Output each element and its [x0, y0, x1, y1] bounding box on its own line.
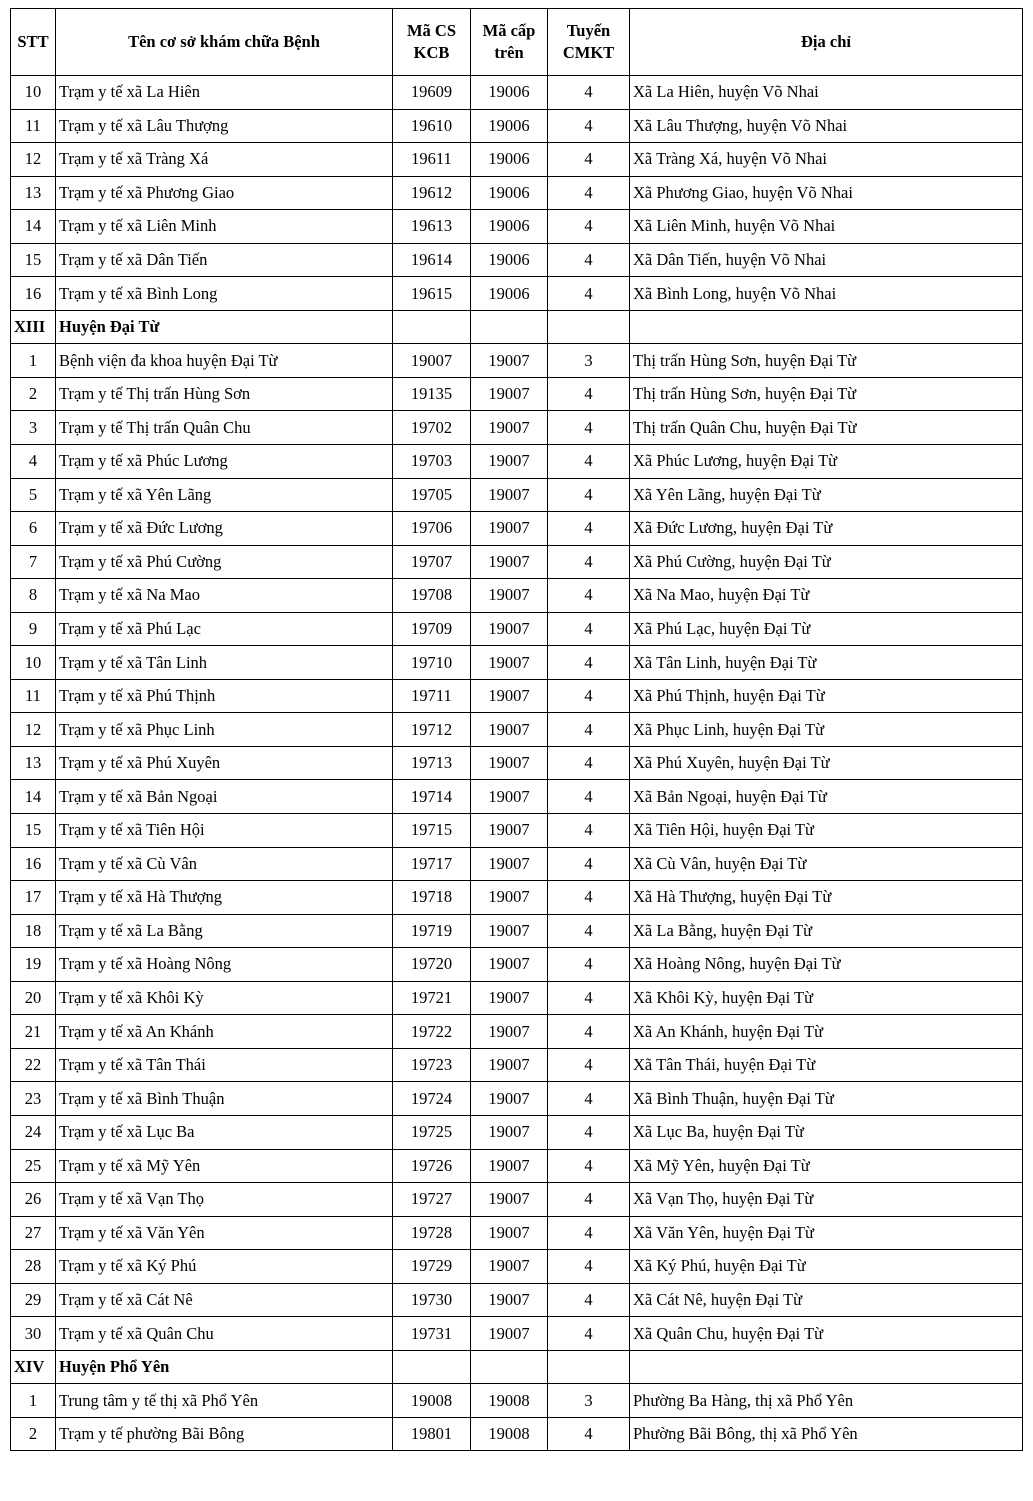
- cell-stt: 1: [11, 1384, 56, 1418]
- cell-facility-name: Trạm y tế xã Phúc Lương: [56, 445, 393, 479]
- cell-facility-code: 19705: [393, 478, 471, 512]
- cell-facility-code: 19007: [393, 344, 471, 378]
- cell-parent-code: 19007: [471, 1149, 548, 1183]
- cell-parent-code: 19007: [471, 1283, 548, 1317]
- cell-address: Xã Lục Ba, huyện Đại Từ: [630, 1115, 1023, 1149]
- table-row: [11, 881, 1023, 915]
- cell-stt: 7: [11, 545, 56, 579]
- cell-parent-code: 19007: [471, 1048, 548, 1082]
- table-row: [11, 1149, 1023, 1183]
- cell-address: Xã Na Mao, huyện Đại Từ: [630, 579, 1023, 613]
- cell-facility-code: 19715: [393, 814, 471, 848]
- cell-parent-code: 19007: [471, 713, 548, 747]
- cell-stt: 23: [11, 1082, 56, 1116]
- cell-parent-code: 19007: [471, 746, 548, 780]
- table-row: [11, 679, 1023, 713]
- cell-parent-code: 19007: [471, 780, 548, 814]
- cell-address: Xã Ký Phú, huyện Đại Từ: [630, 1250, 1023, 1284]
- cell-parent-code: 19007: [471, 545, 548, 579]
- cell-facility-name: Trạm y tế xã Vạn Thọ: [56, 1183, 393, 1217]
- cell-stt: 2: [11, 1417, 56, 1451]
- cell-address: Xã Phú Xuyên, huyện Đại Từ: [630, 746, 1023, 780]
- cell-facility-code: 19609: [393, 76, 471, 110]
- cell-facility-code: 19709: [393, 612, 471, 646]
- cell-address: Thị trấn Quân Chu, huyện Đại Từ: [630, 411, 1023, 445]
- cell-stt: 29: [11, 1283, 56, 1317]
- cell-address: Xã Đức Lương, huyện Đại Từ: [630, 512, 1023, 546]
- cell-stt: XIV: [11, 1350, 56, 1384]
- cell-stt: 28: [11, 1250, 56, 1284]
- cell-facility-code: 19714: [393, 780, 471, 814]
- cell-technical-level: 4: [548, 914, 630, 948]
- cell-parent-code: 19007: [471, 1115, 548, 1149]
- cell-facility-code: [393, 310, 471, 344]
- cell-address: Xã Văn Yên, huyện Đại Từ: [630, 1216, 1023, 1250]
- cell-address: Xã Tràng Xá, huyện Võ Nhai: [630, 143, 1023, 177]
- cell-technical-level: 4: [548, 1250, 630, 1284]
- cell-parent-code: 19007: [471, 377, 548, 411]
- cell-stt: XIII: [11, 310, 56, 344]
- cell-stt: 19: [11, 948, 56, 982]
- cell-technical-level: 4: [548, 1216, 630, 1250]
- header-facility-name: Tên cơ sở khám chữa Bệnh: [56, 9, 393, 76]
- cell-facility-code: 19611: [393, 143, 471, 177]
- cell-stt: 13: [11, 746, 56, 780]
- cell-parent-code: [471, 1350, 548, 1384]
- cell-facility-code: 19703: [393, 445, 471, 479]
- table-row: [11, 1015, 1023, 1049]
- cell-facility-code: 19723: [393, 1048, 471, 1082]
- cell-parent-code: 19007: [471, 1082, 548, 1116]
- cell-facility-name: Huyện Phổ Yên: [56, 1350, 393, 1384]
- cell-address: Xã La Bằng, huyện Đại Từ: [630, 914, 1023, 948]
- cell-facility-name: Trạm y tế xã Tân Thái: [56, 1048, 393, 1082]
- cell-address: Xã Yên Lãng, huyện Đại Từ: [630, 478, 1023, 512]
- cell-stt: 25: [11, 1149, 56, 1183]
- table-row: [11, 1216, 1023, 1250]
- cell-technical-level: 4: [548, 814, 630, 848]
- cell-stt: 16: [11, 277, 56, 311]
- cell-facility-code: 19729: [393, 1250, 471, 1284]
- cell-facility-name: Trạm y tế xã Na Mao: [56, 579, 393, 613]
- table-header: [11, 9, 1023, 76]
- cell-stt: 20: [11, 981, 56, 1015]
- cell-parent-code: 19007: [471, 1250, 548, 1284]
- cell-stt: 15: [11, 814, 56, 848]
- cell-stt: 26: [11, 1183, 56, 1217]
- cell-address: Xã Phú Cường, huyện Đại Từ: [630, 545, 1023, 579]
- header-address: Địa chỉ: [630, 9, 1023, 76]
- cell-facility-name: Trạm y tế xã Phú Lạc: [56, 612, 393, 646]
- cell-stt: 17: [11, 881, 56, 915]
- cell-technical-level: 3: [548, 1384, 630, 1418]
- cell-technical-level: 4: [548, 746, 630, 780]
- table-row: [11, 1283, 1023, 1317]
- table-row: [11, 377, 1023, 411]
- cell-facility-code: 19612: [393, 176, 471, 210]
- cell-facility-code: 19135: [393, 377, 471, 411]
- cell-technical-level: 4: [548, 277, 630, 311]
- cell-facility-code: 19713: [393, 746, 471, 780]
- facility-table: [10, 8, 1023, 1451]
- cell-facility-name: Trạm y tế xã Bình Long: [56, 277, 393, 311]
- header-technical-level: Tuyến CMKT: [548, 9, 630, 76]
- cell-facility-name: Trạm y tế xã La Hiên: [56, 76, 393, 110]
- cell-parent-code: 19007: [471, 847, 548, 881]
- table-row: [11, 478, 1023, 512]
- table-row: [11, 512, 1023, 546]
- cell-address: Xã Vạn Thọ, huyện Đại Từ: [630, 1183, 1023, 1217]
- cell-technical-level: 4: [548, 1048, 630, 1082]
- cell-stt: 3: [11, 411, 56, 445]
- table-row: [11, 646, 1023, 680]
- cell-address: Xã Quân Chu, huyện Đại Từ: [630, 1317, 1023, 1351]
- cell-facility-code: 19721: [393, 981, 471, 1015]
- cell-facility-code: 19801: [393, 1417, 471, 1451]
- cell-address: Xã Hà Thượng, huyện Đại Từ: [630, 881, 1023, 915]
- cell-facility-name: Trạm y tế phường Bãi Bông: [56, 1417, 393, 1451]
- cell-stt: 5: [11, 478, 56, 512]
- cell-stt: 24: [11, 1115, 56, 1149]
- cell-stt: 12: [11, 713, 56, 747]
- table-row: [11, 143, 1023, 177]
- cell-technical-level: 4: [548, 646, 630, 680]
- cell-facility-name: Trạm y tế xã Phú Xuyên: [56, 746, 393, 780]
- cell-parent-code: 19007: [471, 612, 548, 646]
- cell-facility-name: Trạm y tế xã Cát Nê: [56, 1283, 393, 1317]
- cell-facility-code: 19706: [393, 512, 471, 546]
- table-row: [11, 210, 1023, 244]
- cell-facility-code: 19712: [393, 713, 471, 747]
- cell-facility-name: Trạm y tế xã Phú Cường: [56, 545, 393, 579]
- cell-technical-level: 4: [548, 679, 630, 713]
- cell-address: Xã La Hiên, huyện Võ Nhai: [630, 76, 1023, 110]
- cell-parent-code: 19007: [471, 881, 548, 915]
- cell-parent-code: [471, 310, 548, 344]
- table-row: [11, 814, 1023, 848]
- cell-facility-name: Trạm y tế xã Liên Minh: [56, 210, 393, 244]
- cell-stt: 12: [11, 143, 56, 177]
- cell-facility-code: 19008: [393, 1384, 471, 1418]
- cell-parent-code: 19007: [471, 646, 548, 680]
- cell-technical-level: 4: [548, 1082, 630, 1116]
- cell-stt: 10: [11, 646, 56, 680]
- cell-parent-code: 19008: [471, 1417, 548, 1451]
- cell-address: Xã Phục Linh, huyện Đại Từ: [630, 713, 1023, 747]
- cell-technical-level: 4: [548, 143, 630, 177]
- cell-stt: 10: [11, 76, 56, 110]
- cell-facility-name: Trạm y tế xã Hoàng Nông: [56, 948, 393, 982]
- cell-stt: 1: [11, 344, 56, 378]
- table-body: [11, 76, 1023, 1451]
- cell-facility-name: Trạm y tế xã Tiên Hội: [56, 814, 393, 848]
- cell-parent-code: 19007: [471, 1015, 548, 1049]
- cell-facility-name: Trạm y tế xã La Bằng: [56, 914, 393, 948]
- header-facility-code: Mã CS KCB: [393, 9, 471, 76]
- cell-facility-name: Trạm y tế xã Phương Giao: [56, 176, 393, 210]
- cell-stt: 14: [11, 210, 56, 244]
- header-stt: STT: [11, 9, 56, 76]
- cell-address: Phường Ba Hàng, thị xã Phổ Yên: [630, 1384, 1023, 1418]
- cell-facility-code: 19724: [393, 1082, 471, 1116]
- table-row: [11, 1417, 1023, 1451]
- cell-address: Xã Tân Thái, huyện Đại Từ: [630, 1048, 1023, 1082]
- cell-facility-code: 19728: [393, 1216, 471, 1250]
- cell-facility-name: Trạm y tế xã Đức Lương: [56, 512, 393, 546]
- cell-stt: 9: [11, 612, 56, 646]
- cell-parent-code: 19007: [471, 579, 548, 613]
- cell-address: Xã Liên Minh, huyện Võ Nhai: [630, 210, 1023, 244]
- table-row: [11, 746, 1023, 780]
- cell-address: [630, 1350, 1023, 1384]
- cell-parent-code: 19006: [471, 277, 548, 311]
- cell-facility-name: Bệnh viện đa khoa huyện Đại Từ: [56, 344, 393, 378]
- cell-facility-code: 19730: [393, 1283, 471, 1317]
- cell-stt: 2: [11, 377, 56, 411]
- cell-stt: 21: [11, 1015, 56, 1049]
- table-row: [11, 277, 1023, 311]
- table-row: [11, 344, 1023, 378]
- cell-technical-level: 4: [548, 243, 630, 277]
- cell-address: Xã Phúc Lương, huyện Đại Từ: [630, 445, 1023, 479]
- cell-address: Xã Bình Thuận, huyện Đại Từ: [630, 1082, 1023, 1116]
- cell-facility-name: Trạm y tế Thị trấn Hùng Sơn: [56, 377, 393, 411]
- cell-facility-code: 19613: [393, 210, 471, 244]
- table-row: [11, 411, 1023, 445]
- cell-stt: 8: [11, 579, 56, 613]
- cell-address: Thị trấn Hùng Sơn, huyện Đại Từ: [630, 377, 1023, 411]
- cell-technical-level: 4: [548, 545, 630, 579]
- table-row: [11, 847, 1023, 881]
- cell-technical-level: 4: [548, 1283, 630, 1317]
- cell-technical-level: 4: [548, 1149, 630, 1183]
- cell-stt: 13: [11, 176, 56, 210]
- cell-stt: 16: [11, 847, 56, 881]
- table-row: [11, 780, 1023, 814]
- cell-facility-name: Trạm y tế xã Lục Ba: [56, 1115, 393, 1149]
- cell-stt: 11: [11, 109, 56, 143]
- cell-stt: 6: [11, 512, 56, 546]
- cell-parent-code: 19008: [471, 1384, 548, 1418]
- cell-facility-code: 19707: [393, 545, 471, 579]
- cell-stt: 18: [11, 914, 56, 948]
- cell-parent-code: 19007: [471, 914, 548, 948]
- cell-facility-name: Trạm y tế xã Tân Linh: [56, 646, 393, 680]
- cell-technical-level: 4: [548, 1115, 630, 1149]
- cell-parent-code: 19007: [471, 411, 548, 445]
- table-row: [11, 914, 1023, 948]
- cell-stt: 14: [11, 780, 56, 814]
- cell-technical-level: 4: [548, 881, 630, 915]
- cell-facility-code: 19710: [393, 646, 471, 680]
- cell-technical-level: [548, 1350, 630, 1384]
- header-row: [11, 9, 1023, 76]
- cell-address: Xã Dân Tiến, huyện Võ Nhai: [630, 243, 1023, 277]
- cell-facility-code: 19731: [393, 1317, 471, 1351]
- cell-facility-code: 19722: [393, 1015, 471, 1049]
- cell-facility-name: Trạm y tế xã Dân Tiến: [56, 243, 393, 277]
- cell-address: Xã Hoàng Nông, huyện Đại Từ: [630, 948, 1023, 982]
- cell-facility-code: 19717: [393, 847, 471, 881]
- cell-technical-level: 4: [548, 445, 630, 479]
- cell-address: Xã Phương Giao, huyện Võ Nhai: [630, 176, 1023, 210]
- cell-facility-code: 19720: [393, 948, 471, 982]
- cell-address: Xã Phú Thịnh, huyện Đại Từ: [630, 679, 1023, 713]
- cell-technical-level: 4: [548, 1183, 630, 1217]
- cell-facility-name: Trạm y tế Thị trấn Quân Chu: [56, 411, 393, 445]
- cell-address: Thị trấn Hùng Sơn, huyện Đại Từ: [630, 344, 1023, 378]
- cell-stt: 27: [11, 1216, 56, 1250]
- cell-address: Xã Phú Lạc, huyện Đại Từ: [630, 612, 1023, 646]
- cell-facility-name: Trạm y tế xã Tràng Xá: [56, 143, 393, 177]
- cell-technical-level: 4: [548, 1015, 630, 1049]
- cell-address: Xã An Khánh, huyện Đại Từ: [630, 1015, 1023, 1049]
- cell-technical-level: [548, 310, 630, 344]
- cell-parent-code: 19006: [471, 143, 548, 177]
- cell-parent-code: 19006: [471, 76, 548, 110]
- table-row: [11, 948, 1023, 982]
- cell-technical-level: 4: [548, 612, 630, 646]
- cell-parent-code: 19006: [471, 109, 548, 143]
- cell-facility-name: Trung tâm y tế thị xã Phổ Yên: [56, 1384, 393, 1418]
- cell-technical-level: 4: [548, 713, 630, 747]
- cell-address: Xã Bản Ngoại, huyện Đại Từ: [630, 780, 1023, 814]
- cell-address: Xã Lâu Thượng, huyện Võ Nhai: [630, 109, 1023, 143]
- cell-technical-level: 4: [548, 1317, 630, 1351]
- cell-address: [630, 310, 1023, 344]
- header-parent-code: Mã cấp trên: [471, 9, 548, 76]
- table-row: [11, 1082, 1023, 1116]
- cell-parent-code: 19006: [471, 243, 548, 277]
- cell-technical-level: 4: [548, 948, 630, 982]
- cell-parent-code: 19006: [471, 176, 548, 210]
- cell-stt: 11: [11, 679, 56, 713]
- cell-technical-level: 4: [548, 579, 630, 613]
- cell-technical-level: 4: [548, 210, 630, 244]
- cell-facility-code: 19727: [393, 1183, 471, 1217]
- cell-address: Xã Tân Linh, huyện Đại Từ: [630, 646, 1023, 680]
- cell-address: Xã Khôi Kỳ, huyện Đại Từ: [630, 981, 1023, 1015]
- table-row: [11, 243, 1023, 277]
- cell-technical-level: 3: [548, 344, 630, 378]
- cell-facility-code: 19718: [393, 881, 471, 915]
- cell-facility-code: 19708: [393, 579, 471, 613]
- cell-facility-name: Trạm y tế xã Cù Vân: [56, 847, 393, 881]
- cell-parent-code: 19007: [471, 1216, 548, 1250]
- cell-facility-code: 19615: [393, 277, 471, 311]
- table-row: [11, 1317, 1023, 1351]
- cell-facility-code: 19702: [393, 411, 471, 445]
- cell-facility-name: Trạm y tế xã Ký Phú: [56, 1250, 393, 1284]
- cell-technical-level: 4: [548, 847, 630, 881]
- cell-facility-code: 19725: [393, 1115, 471, 1149]
- cell-facility-name: Huyện Đại Từ: [56, 310, 393, 344]
- cell-technical-level: 4: [548, 109, 630, 143]
- cell-address: Xã Mỹ Yên, huyện Đại Từ: [630, 1149, 1023, 1183]
- table-row: [11, 176, 1023, 210]
- cell-parent-code: 19007: [471, 981, 548, 1015]
- table-row: [11, 1250, 1023, 1284]
- table-row: [11, 1183, 1023, 1217]
- cell-stt: 15: [11, 243, 56, 277]
- cell-technical-level: 4: [548, 76, 630, 110]
- cell-facility-name: Trạm y tế xã Phú Thịnh: [56, 679, 393, 713]
- table-row: [11, 545, 1023, 579]
- table-row: [11, 1384, 1023, 1418]
- cell-facility-name: Trạm y tế xã An Khánh: [56, 1015, 393, 1049]
- cell-facility-code: 19610: [393, 109, 471, 143]
- cell-parent-code: 19007: [471, 512, 548, 546]
- table-row: [11, 612, 1023, 646]
- cell-facility-code: 19726: [393, 1149, 471, 1183]
- group-row: [11, 310, 1023, 344]
- cell-stt: 30: [11, 1317, 56, 1351]
- cell-parent-code: 19007: [471, 445, 548, 479]
- cell-facility-name: Trạm y tế xã Mỹ Yên: [56, 1149, 393, 1183]
- table-row: [11, 76, 1023, 110]
- cell-facility-name: Trạm y tế xã Lâu Thượng: [56, 109, 393, 143]
- cell-stt: 22: [11, 1048, 56, 1082]
- cell-facility-code: [393, 1350, 471, 1384]
- cell-address: Xã Cù Vân, huyện Đại Từ: [630, 847, 1023, 881]
- table-row: [11, 713, 1023, 747]
- cell-parent-code: 19007: [471, 344, 548, 378]
- table-row: [11, 1115, 1023, 1149]
- cell-facility-name: Trạm y tế xã Văn Yên: [56, 1216, 393, 1250]
- cell-parent-code: 19007: [471, 1183, 548, 1217]
- cell-address: Xã Cát Nê, huyện Đại Từ: [630, 1283, 1023, 1317]
- cell-technical-level: 4: [548, 780, 630, 814]
- cell-technical-level: 4: [548, 981, 630, 1015]
- cell-parent-code: 19006: [471, 210, 548, 244]
- cell-technical-level: 4: [548, 411, 630, 445]
- cell-facility-name: Trạm y tế xã Yên Lãng: [56, 478, 393, 512]
- cell-parent-code: 19007: [471, 1317, 548, 1351]
- cell-facility-code: 19614: [393, 243, 471, 277]
- cell-technical-level: 4: [548, 1417, 630, 1451]
- cell-stt: 4: [11, 445, 56, 479]
- group-row: [11, 1350, 1023, 1384]
- cell-technical-level: 4: [548, 377, 630, 411]
- cell-facility-name: Trạm y tế xã Khôi Kỳ: [56, 981, 393, 1015]
- cell-address: Xã Tiên Hội, huyện Đại Từ: [630, 814, 1023, 848]
- table-row: [11, 579, 1023, 613]
- cell-facility-code: 19719: [393, 914, 471, 948]
- cell-facility-name: Trạm y tế xã Hà Thượng: [56, 881, 393, 915]
- table-row: [11, 981, 1023, 1015]
- table-row: [11, 1048, 1023, 1082]
- cell-facility-name: Trạm y tế xã Phục Linh: [56, 713, 393, 747]
- table-row: [11, 109, 1023, 143]
- cell-parent-code: 19007: [471, 814, 548, 848]
- cell-address: Xã Bình Long, huyện Võ Nhai: [630, 277, 1023, 311]
- cell-facility-name: Trạm y tế xã Quân Chu: [56, 1317, 393, 1351]
- cell-facility-code: 19711: [393, 679, 471, 713]
- cell-parent-code: 19007: [471, 948, 548, 982]
- cell-technical-level: 4: [548, 478, 630, 512]
- cell-address: Phường Bãi Bông, thị xã Phổ Yên: [630, 1417, 1023, 1451]
- cell-technical-level: 4: [548, 176, 630, 210]
- cell-parent-code: 19007: [471, 679, 548, 713]
- cell-facility-name: Trạm y tế xã Bản Ngoại: [56, 780, 393, 814]
- cell-parent-code: 19007: [471, 478, 548, 512]
- table-row: [11, 445, 1023, 479]
- cell-technical-level: 4: [548, 512, 630, 546]
- cell-facility-name: Trạm y tế xã Bình Thuận: [56, 1082, 393, 1116]
